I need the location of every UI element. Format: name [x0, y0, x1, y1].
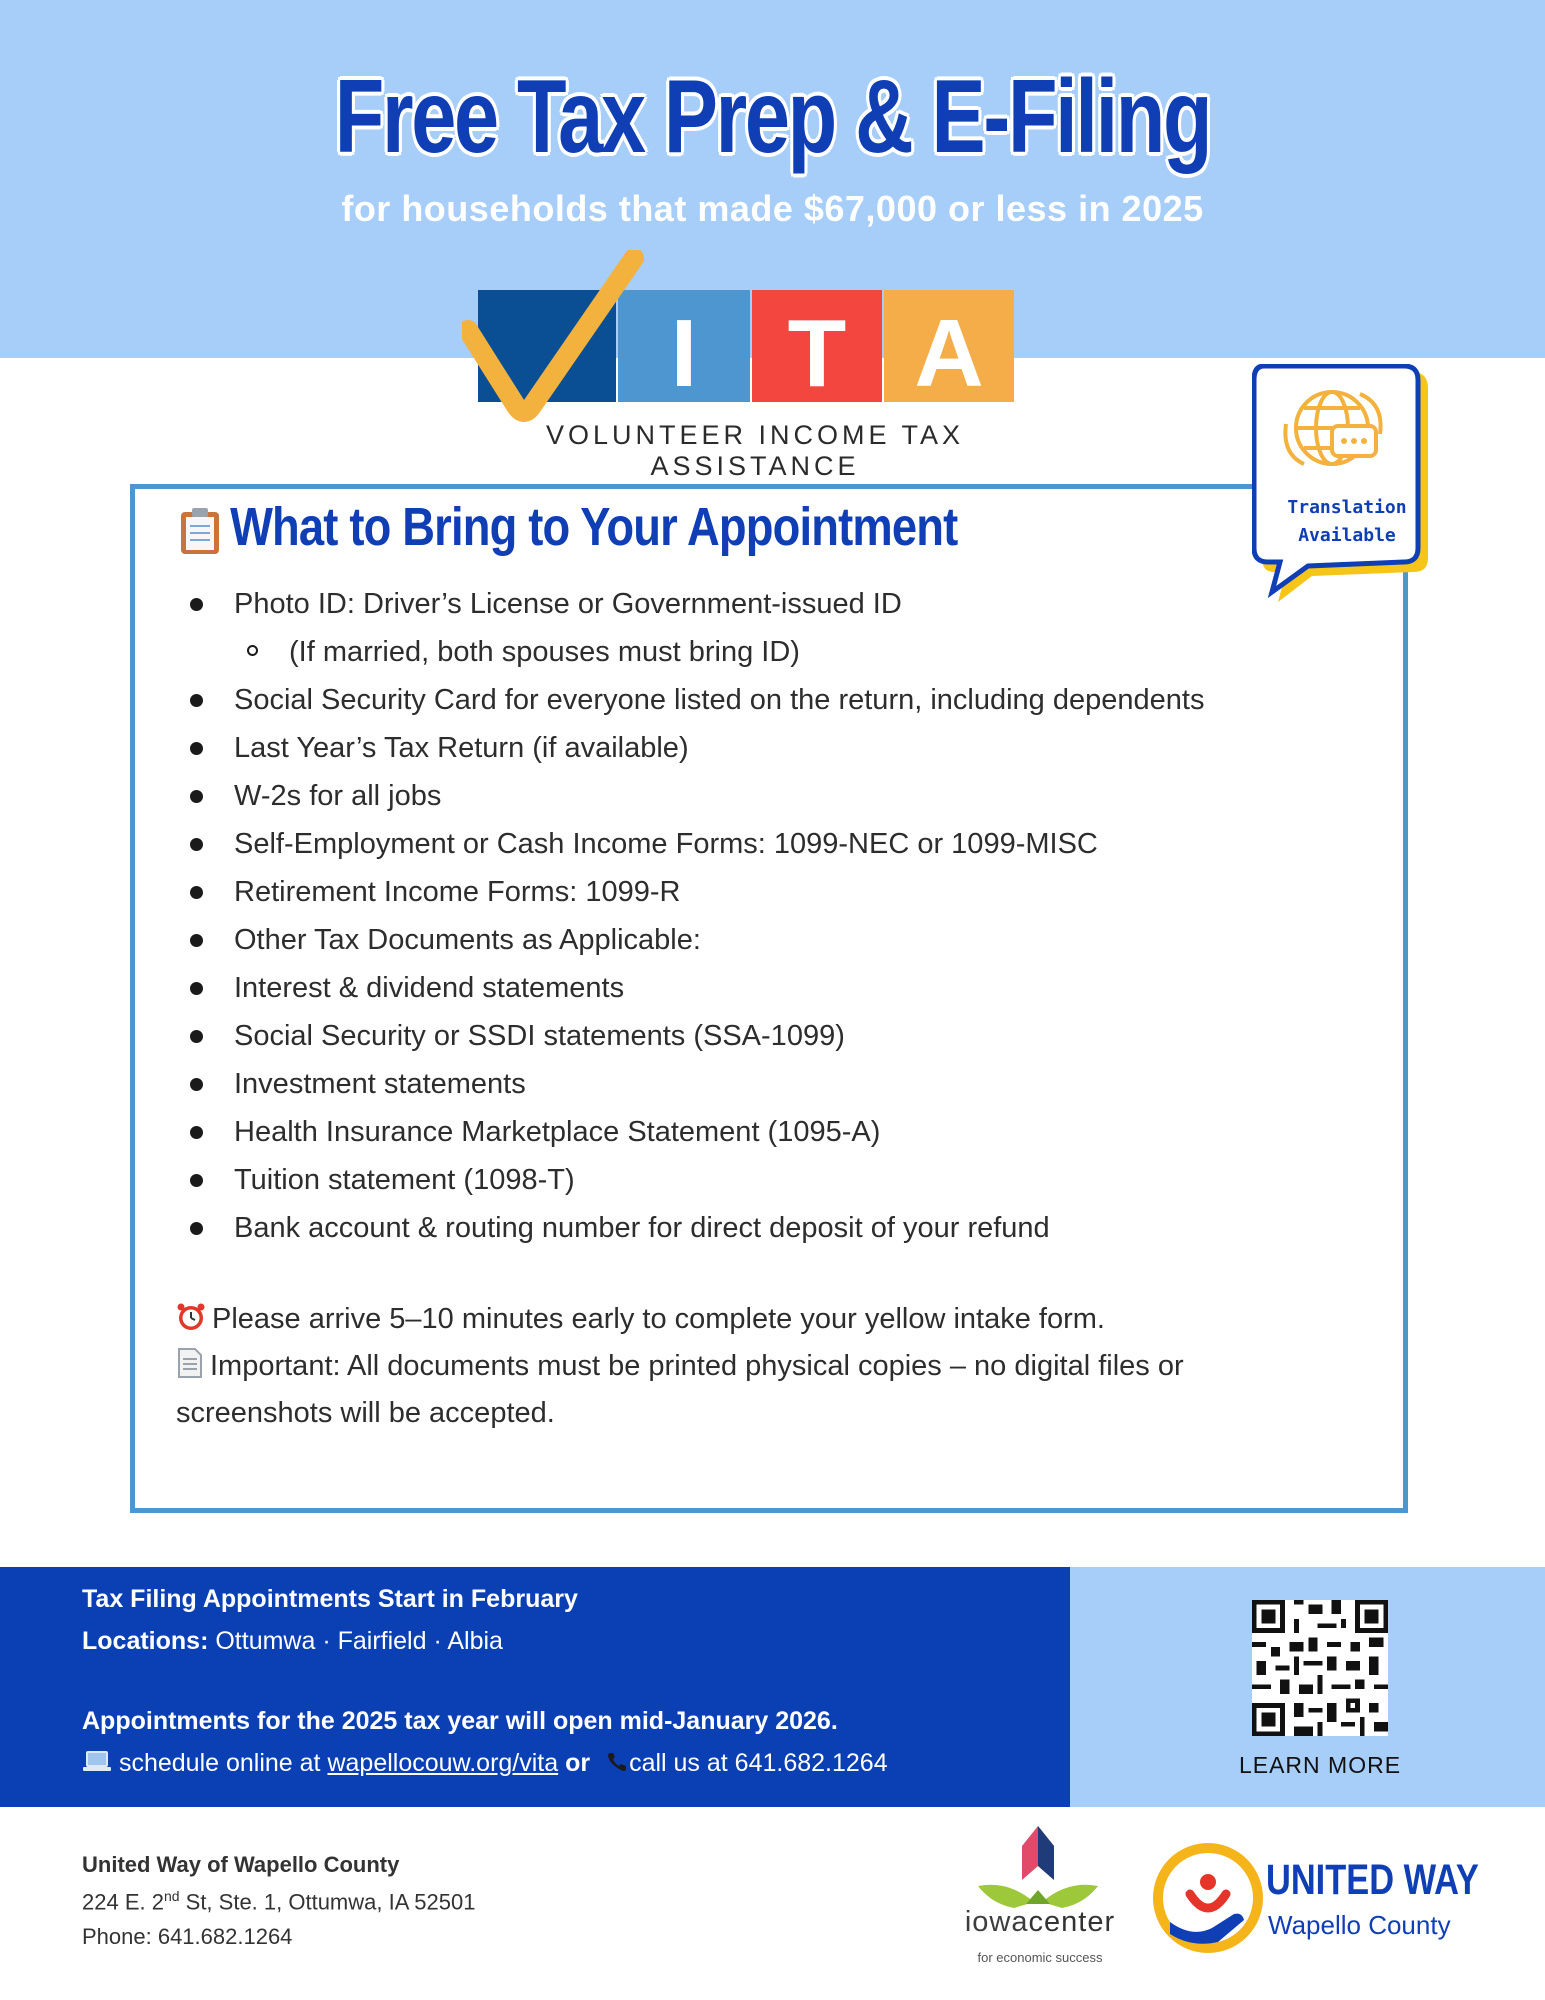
list-item: Interest & dividend statements	[184, 964, 1204, 1012]
address-pre: 224 E. 2	[82, 1889, 164, 1915]
locations-list: Ottumwa · Fairfield · Albia	[215, 1627, 503, 1655]
address-post: St, Ste. 1, Ottumwa, IA 52501	[179, 1889, 476, 1915]
org-address	[82, 1888, 475, 1915]
sub-list-item: (If married, both spouses must bring ID)	[184, 628, 1204, 676]
vita-letter-a: A	[914, 300, 984, 407]
schedule-link[interactable]: wapellocouw.org/vita	[327, 1749, 559, 1777]
translation-badge-text	[1272, 494, 1422, 550]
qr-code[interactable]	[1252, 1600, 1388, 1736]
bring-title-text: What to Bring to Your Appointment	[230, 497, 958, 557]
org-name: United Way of Wapello County	[82, 1852, 400, 1877]
iowa-word-a: iowa	[964, 1906, 1029, 1938]
list-item: Self-Employment or Cash Income Forms: 1099-NEC or 1099-MISC	[184, 820, 1204, 868]
locations-label: Locations:	[82, 1627, 209, 1655]
list-item: Retirement Income Forms: 1099-R	[184, 868, 1204, 916]
badge-bubble	[1254, 366, 1418, 592]
note-arrive	[176, 1296, 1356, 1343]
note-important	[176, 1343, 1356, 1390]
list-item: Last Year’s Tax Return (if available)	[184, 724, 1204, 772]
united-way-county: Wapello County	[1268, 1910, 1451, 1940]
translation-line-2: Available	[1298, 525, 1396, 546]
bring-list	[184, 580, 1204, 1252]
learn-more-label[interactable]: LEARN MORE	[1238, 1752, 1402, 1778]
laptop-icon	[82, 1750, 112, 1774]
alarm-clock-icon	[176, 1302, 206, 1332]
page-subtitle: for households that made $67,000 or less in 2025	[341, 188, 1204, 229]
iowa-center-logo	[948, 1820, 1128, 1970]
schedule-prefix: schedule online at	[118, 1749, 321, 1777]
notes	[176, 1296, 1356, 1437]
translation-badge	[1252, 364, 1432, 604]
list-item: Photo ID: Driver’s License or Government-issued ID	[184, 580, 1204, 628]
iowa-center-wordmark	[950, 1906, 1130, 1939]
address-sup: nd	[163, 1888, 180, 1904]
document-icon	[176, 1347, 204, 1379]
iowa-word-b: center	[1028, 1906, 1116, 1938]
note-important-cont: screenshots will be accepted.	[176, 1397, 555, 1429]
vita-letter-i: I	[670, 300, 698, 407]
list-item: Other Tax Documents as Applicable:	[184, 916, 1204, 964]
schedule-line	[82, 1749, 888, 1778]
translation-line-1: Translation	[1287, 497, 1407, 518]
appointments-open: Appointments for the 2025 tax year will open mid-January 2026.	[82, 1707, 838, 1735]
list-item: Bank account & routing number for direct deposit of your refund	[184, 1204, 1204, 1252]
list-item: Social Security Card for everyone listed on the return, including dependents	[184, 676, 1204, 724]
note-important-text-1: Important: All documents must be printed physical copies – no digital files or	[210, 1350, 1184, 1382]
vita-letter-t: T	[787, 300, 847, 407]
appointments-start: Tax Filing Appointments Start in February	[82, 1585, 578, 1613]
bring-title	[178, 496, 957, 558]
list-item: Social Security or SSDI statements (SSA-1099)	[184, 1012, 1204, 1060]
list-item: W-2s for all jobs	[184, 772, 1204, 820]
call-text[interactable]: call us at 641.682.1264	[629, 1749, 888, 1777]
list-item: Tuition statement (1098-T)	[184, 1156, 1204, 1204]
list-item: Health Insurance Marketplace Statement (1095-A)	[184, 1108, 1204, 1156]
org-phone: Phone: 641.682.1264	[82, 1924, 293, 1949]
note-arrive-text: Please arrive 5–10 minutes early to complete your yellow intake form.	[212, 1303, 1105, 1335]
united-way-logo	[1152, 1842, 1264, 1954]
page-title: Free Tax Prep & E-Filing	[334, 59, 1211, 175]
or-text: or	[565, 1749, 591, 1777]
phone-icon	[605, 1750, 629, 1774]
vita-caption: VOLUNTEER INCOME TAX ASSISTANCE	[545, 420, 965, 481]
list-item: Investment statements	[184, 1060, 1204, 1108]
united-way-name: UNITED WAY	[1266, 1856, 1479, 1904]
iowa-center-tagline: for economic success	[977, 1950, 1103, 1965]
locations-line	[82, 1627, 503, 1656]
